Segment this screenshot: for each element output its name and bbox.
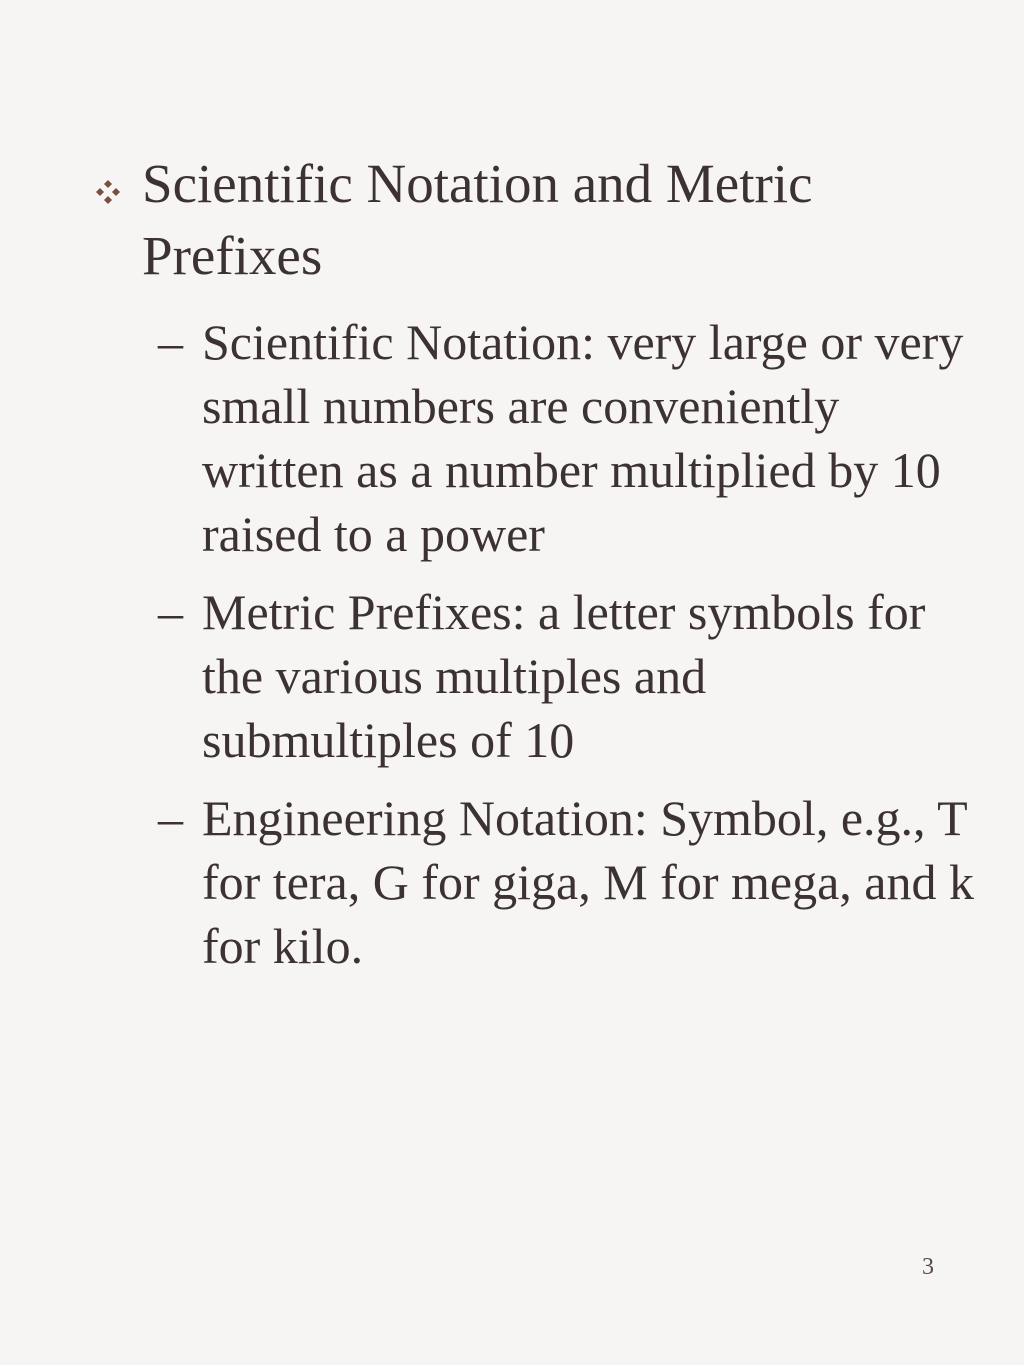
four-diamond-bullet-icon	[94, 178, 122, 206]
sub-bullet-metric-prefixes	[158, 580, 974, 772]
sub-bullet-dash: –	[158, 584, 183, 640]
main-bullet-text: Scientific Notation and Metric Prefixes	[142, 153, 813, 286]
sub-bullet-list	[158, 310, 974, 978]
sub-bullet-dash: –	[158, 314, 183, 370]
page-number: 3	[922, 1254, 934, 1280]
sub-bullet-engineering-notation	[158, 786, 974, 978]
sub-bullet-dash: –	[158, 790, 183, 846]
sub-bullet-text: Engineering Notation: Symbol, e.g., T for tera, G for giga, M for mega, and k for kilo.	[202, 790, 974, 974]
sub-bullet-text: Metric Prefixes: a letter symbols for the various multiples and submultiples of 10	[202, 584, 926, 768]
sub-bullet-text: Scientific Notation: very large or very small numbers are conveniently written as a number multiplied by 10 raised to a power	[202, 314, 964, 562]
sub-bullet-scientific-notation	[158, 310, 974, 566]
main-bullet	[94, 148, 974, 992]
